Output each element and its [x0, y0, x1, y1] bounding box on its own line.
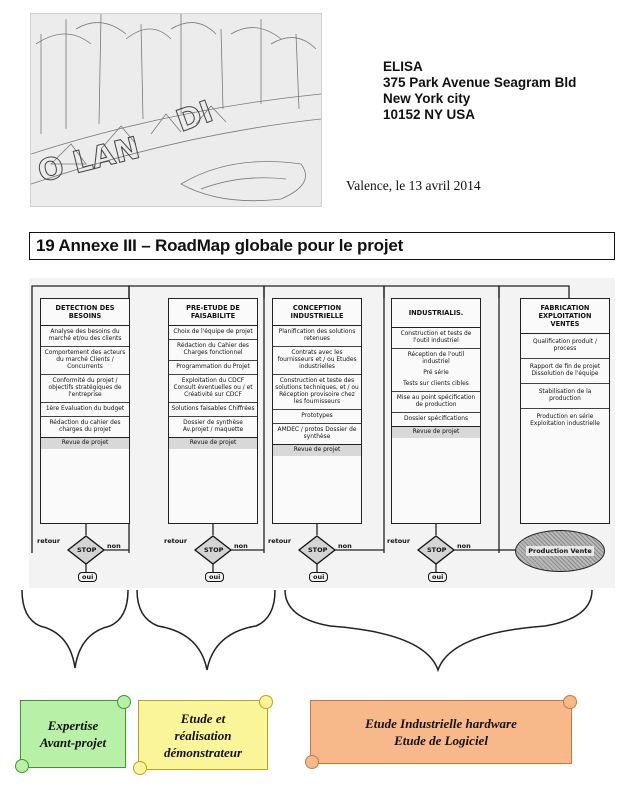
sender-name: ELISA	[383, 59, 423, 74]
scroll-curl	[117, 695, 131, 709]
scroll-curl	[563, 695, 577, 709]
stop-label: STOP	[427, 546, 447, 554]
step: Contrats avec les fournisseurs et / ou Etudes industrielles	[273, 347, 361, 375]
column-head: FABRICATION EXPLOITATION VENTES	[521, 299, 609, 334]
step: Conformité du projet / objectifs stratégiques de l'entreprise	[41, 375, 129, 403]
step: Choix de l'équipe de projet	[169, 326, 257, 340]
stop-decision	[164, 530, 258, 590]
section-title: 19 Annexe III – RoadMap globale pour le projet	[36, 236, 404, 255]
step: Exploitation du CDCF Consult éventuelles ou / et Créativité sur CDCF	[169, 375, 257, 403]
step: Production en série Exploitation industrielle	[530, 414, 600, 427]
review-label: Revue de projet	[41, 437, 129, 449]
stop-decision	[387, 530, 481, 590]
step: Construction et tests de l'outil industriel	[392, 328, 480, 349]
step: Analyse des besoins du marché et/ou des clients	[41, 326, 129, 347]
step: Qualification produit / process	[521, 334, 609, 359]
oui-label: oui	[428, 572, 447, 582]
step: Rédaction du Cahier des Charges fonctionnel	[169, 340, 257, 361]
step: Solutions faisables Chiffrées	[169, 403, 257, 417]
column-pre-etude	[168, 298, 258, 524]
stop-label: STOP	[77, 546, 97, 554]
stop-label: STOP	[308, 546, 328, 554]
retour-label: retour	[387, 537, 411, 545]
banner-etude-industrielle	[310, 700, 572, 764]
banner-line: Avant-projet	[39, 735, 107, 750]
column-conception	[272, 298, 362, 524]
banner-line: Expertise	[47, 718, 99, 733]
column-head: PRE-ETUDE DE FAISABILITE	[169, 299, 257, 326]
svg-text:O LAN: O LAN	[34, 130, 144, 190]
banner-line: Etude de Logiciel	[394, 733, 488, 748]
step: Dossier spécifications	[403, 416, 469, 422]
retour-label: retour	[37, 537, 61, 545]
step: Stabilisation de la production	[521, 384, 609, 409]
section-title-box	[29, 232, 615, 260]
oui-label: oui	[309, 572, 328, 582]
step: Planification des solutions retenues	[273, 326, 361, 347]
retour-label: retour	[164, 537, 188, 545]
scroll-curl	[259, 695, 273, 709]
step: Rapport de fin de projet Dissolution de l'équipe	[521, 359, 609, 384]
banner-line: Etude Industrielle hardware	[365, 716, 517, 731]
banner-etude-realisation	[138, 700, 268, 770]
non-label: non	[107, 542, 121, 550]
scroll-curl	[133, 761, 147, 775]
review-label: Revue de projet	[169, 437, 257, 449]
step: Dossier de synthèse Av.projet / maquette	[182, 420, 244, 433]
non-label: non	[234, 542, 248, 550]
column-head: INDUSTRIALIS.	[392, 299, 480, 328]
step: Rédaction du cahier des charges du projet	[49, 420, 121, 433]
step: Construction et teste des solutions techniques, et / ou Réception provisoire chez les fournisseurs	[273, 375, 361, 410]
svg-text:DI: DI	[171, 94, 218, 140]
non-label: non	[338, 542, 352, 550]
sender-city: New York city	[383, 91, 471, 106]
phase-braces	[0, 588, 624, 678]
production-vente-oval	[515, 530, 605, 572]
banner-line: réalisation	[174, 727, 232, 743]
step: AMDEC / protos Dossier de synthèse	[277, 427, 357, 440]
column-head: DETECTION DES BESOINS	[41, 299, 129, 326]
scroll-curl	[15, 759, 29, 773]
scroll-curl	[305, 755, 319, 769]
date-line: Valence, le 13 avril 2014	[346, 178, 481, 193]
roadmap-diagram	[29, 278, 615, 588]
header-sketch-image	[30, 13, 322, 207]
sender-street: 375 Park Avenue Seagram Bld	[383, 75, 577, 90]
step: Prototypes	[273, 410, 361, 424]
oui-label: oui	[205, 572, 224, 582]
sender-address	[383, 59, 576, 123]
step: Comportement des acteurs du marché Clients / Concurrents	[41, 347, 129, 375]
non-label: non	[457, 542, 471, 550]
step: Mise au point spécification de production	[392, 392, 480, 413]
banner-line: Etude et	[180, 710, 226, 726]
column-fabrication	[520, 298, 610, 524]
banner-line: démonstrateur	[163, 744, 242, 760]
retour-label: retour	[268, 537, 292, 545]
stop-label: STOP	[204, 546, 224, 554]
step: Réception de l'outil industriel	[407, 352, 465, 365]
review-label: Revue de projet	[273, 444, 361, 456]
oui-label: oui	[78, 572, 97, 582]
step: Programmation du Projet	[169, 361, 257, 375]
column-detection	[40, 298, 130, 524]
banner-expertise	[20, 700, 126, 768]
stop-decision	[37, 530, 131, 590]
step: Pré série	[423, 370, 449, 376]
sender-zip: 10152 NY USA	[383, 107, 476, 122]
step: 1ère Evaluation du budget	[41, 403, 129, 417]
review-label: Revue de projet	[392, 426, 480, 438]
production-vente-label: Production Vente	[528, 547, 592, 555]
column-industrialisation	[391, 298, 481, 524]
column-head: CONCEPTION INDUSTRIELLE	[273, 299, 361, 326]
step: Tests sur clients cibles	[392, 378, 480, 392]
stop-decision	[268, 530, 362, 590]
